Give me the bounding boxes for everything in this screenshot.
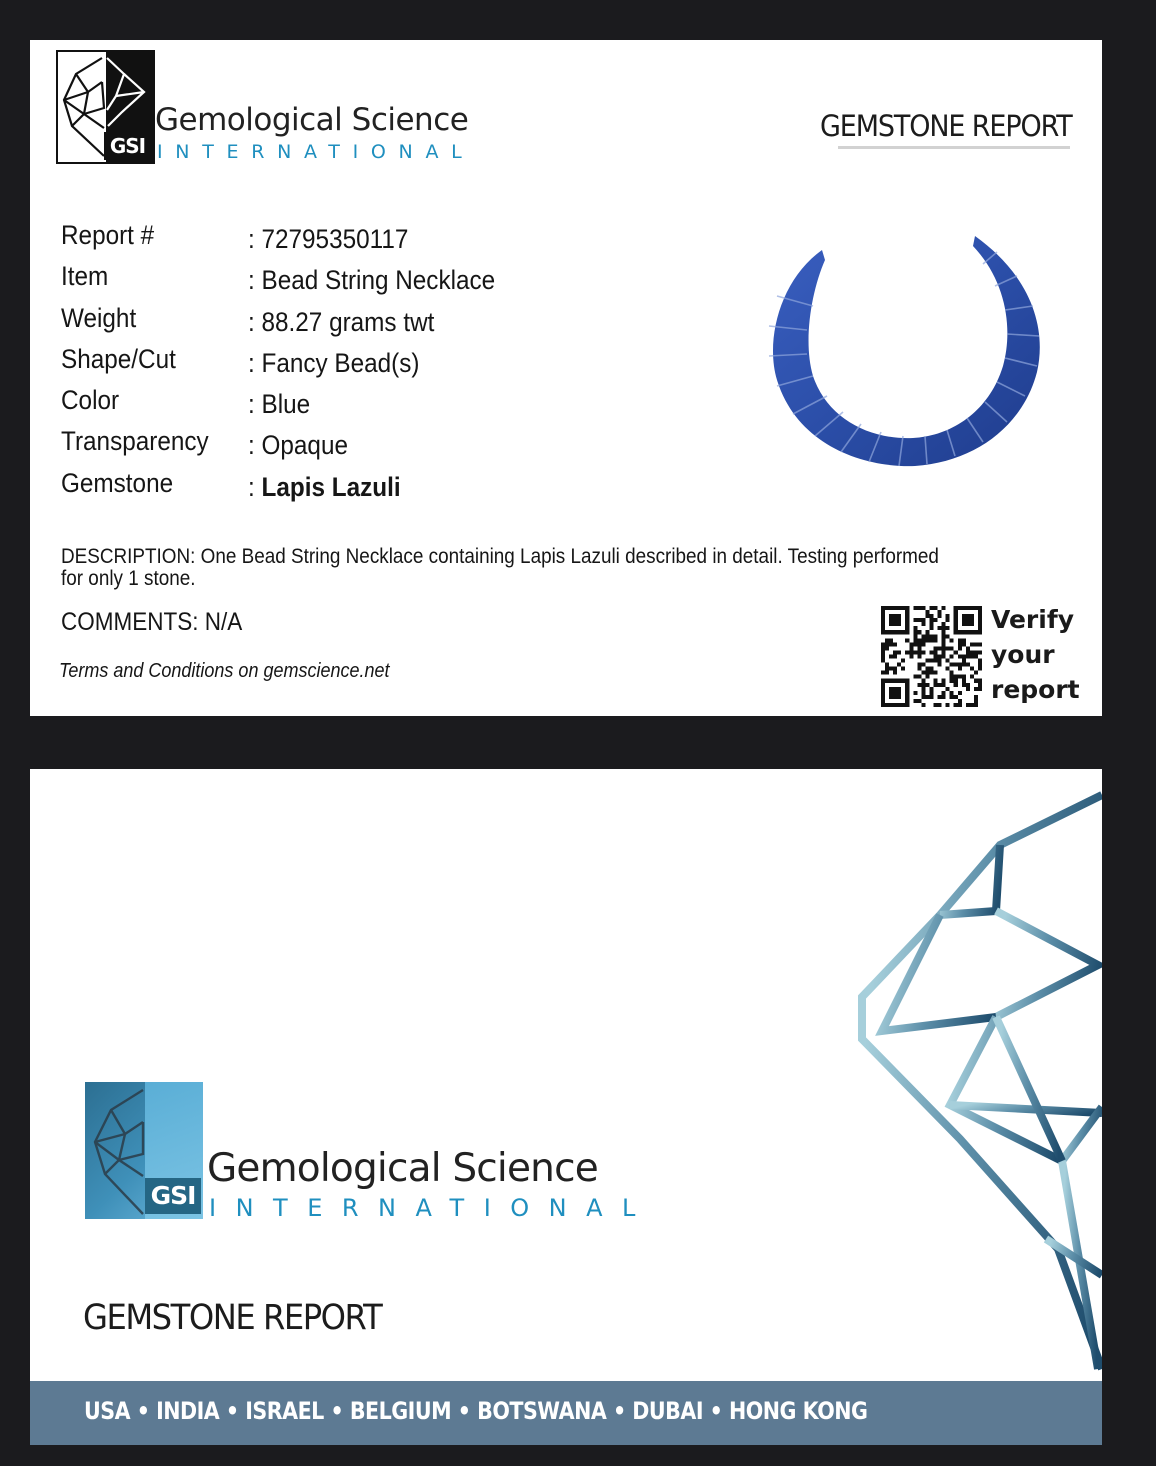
gemstone-name: Lapis Lazuli: [261, 471, 401, 502]
verify-line: your: [991, 640, 1055, 669]
verify-line: report: [991, 675, 1080, 704]
gsi-abbr: GSI: [104, 132, 151, 160]
brand-subtitle: INTERNATIONAL: [209, 1194, 655, 1222]
brand-name: Gemological Science: [207, 1146, 598, 1191]
verify-line: Verify: [991, 605, 1075, 634]
field-value: [248, 472, 401, 503]
brand-subtitle: INTERNATIONAL: [157, 141, 475, 163]
field-value: : Fancy Bead(s): [248, 347, 420, 378]
field-value: : Blue: [248, 389, 311, 420]
field-value: : 72795350117: [248, 224, 409, 254]
field-label: Weight: [61, 302, 137, 333]
field-label: Report #: [61, 220, 155, 250]
gsi-logo: [56, 50, 155, 164]
necklace-photo: [755, 230, 1055, 480]
qr-code[interactable]: [881, 606, 982, 707]
description-text: DESCRIPTION: One Bead String Necklace containing Lapis Lazuli described in detail. Testing performed for only 1 stone.: [61, 545, 939, 590]
report-title: GEMSTONE REPORT: [820, 109, 1072, 143]
field-label: Gemstone: [61, 467, 174, 498]
locations-footer: [30, 1381, 1102, 1445]
back-report-title: GEMSTONE REPORT: [83, 1298, 382, 1338]
diamond-facets-graphic: [830, 769, 1102, 1381]
title-underline: [838, 146, 1070, 149]
terms-link-text: Terms and Conditions on gemscience.net: [59, 660, 390, 682]
report-card-back: [30, 769, 1102, 1445]
locations-text: USA • INDIA • ISRAEL • BELGIUM • BOTSWANA • DUBAI • HONG KONG: [84, 1397, 868, 1425]
field-label: Item: [61, 261, 109, 292]
field-value: : Opaque: [248, 430, 348, 461]
field-value: : 88.27 grams twt: [248, 306, 435, 337]
field-value: : Bead String Necklace: [248, 265, 496, 296]
report-card-front: [30, 40, 1102, 716]
field-label: Transparency: [61, 426, 209, 457]
field-label: Shape/Cut: [61, 343, 176, 374]
gsi-abbr: GSI: [145, 1178, 201, 1214]
field-label: Color: [61, 385, 120, 416]
gsi-logo-large: [85, 1082, 203, 1219]
verify-report-link[interactable]: [991, 602, 1080, 707]
field-value-prefix: :: [248, 471, 262, 502]
brand-name: Gemological Science: [155, 102, 469, 138]
comments-text: COMMENTS: N/A: [61, 608, 243, 636]
